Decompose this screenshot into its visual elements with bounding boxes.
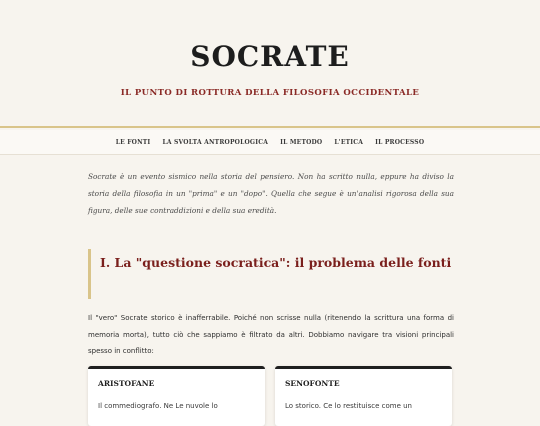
card-title: ARISTOFANE — [98, 379, 155, 388]
site-title: SOCRATE — [190, 40, 350, 73]
section-heading-block — [88, 249, 454, 299]
nav-item-etica[interactable]: L'ETICA — [334, 139, 364, 146]
site-header — [0, 0, 540, 128]
card-text: Il commediografo. Ne Le nuvole lo — [98, 402, 218, 410]
nav-item-il-metodo[interactable]: IL METODO — [280, 139, 323, 146]
main-nav — [0, 130, 540, 155]
site-subtitle: IL PUNTO DI ROTTURA DELLA FILOSOFIA OCCIDENTALE — [120, 88, 420, 98]
nav-item-il-processo[interactable]: IL PROCESSO — [375, 139, 425, 146]
section-title: I. La "questione socratica": il problema delle fonti — [100, 255, 452, 270]
nav-item-le-fonti[interactable]: LE FONTI — [115, 139, 151, 146]
card-text: Lo storico. Ce lo restituisce come un — [285, 402, 412, 410]
card-title: SENOFONTE — [285, 379, 340, 388]
source-card-aristofane — [88, 366, 265, 426]
source-card-senofonte — [275, 366, 452, 426]
nav-item-svolta-antropologica[interactable]: LA SVOLTA ANTROPOLOGICA — [162, 139, 269, 146]
intro-paragraph: Socrate è un evento sismico nella storia del pensiero. Non ha scritto nulla, eppure ha diviso la storia della filosofia in un "prima" e un "dopo". Quella che segue è un'analisi rigorosa della sua figura, delle sue contraddizioni e della sua eredità. — [88, 172, 454, 215]
section-body-paragraph: Il "vero" Socrate storico è inafferrabile. Poiché non scrisse nulla (ritenendo la scrittura una forma di memoria morta), tutto ciò che sappiamo è filtrato da altri. Dobbiamo navigare tra visioni principali spesso in conflitto: — [88, 314, 454, 355]
